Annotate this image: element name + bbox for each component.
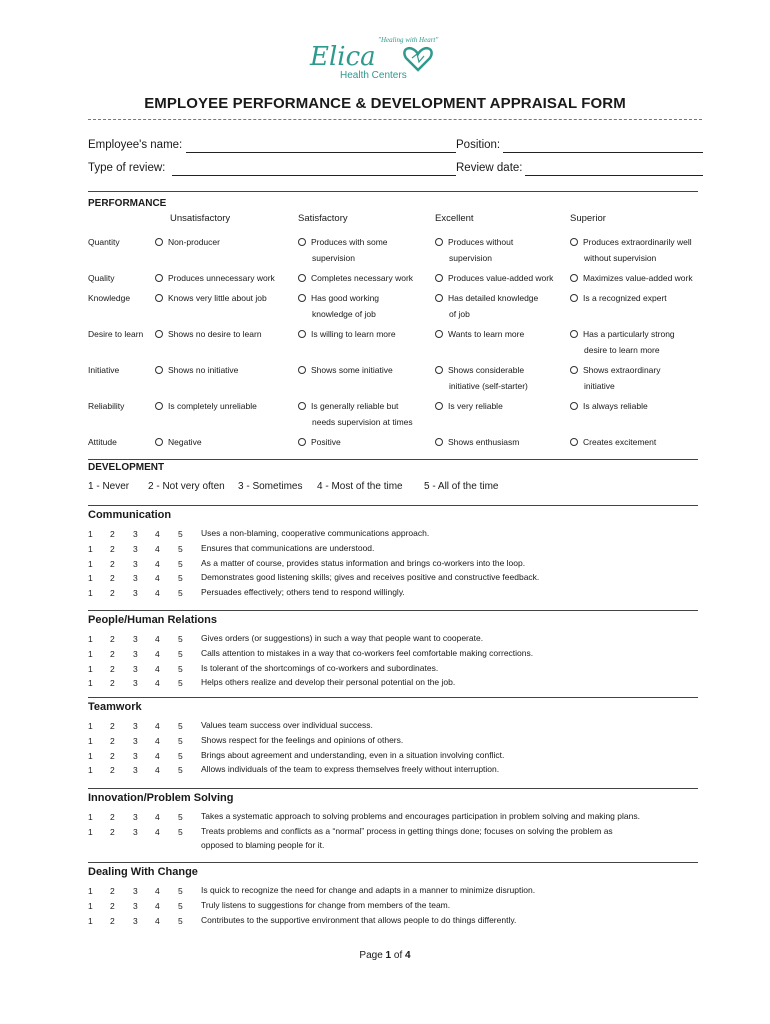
- rating-number[interactable]: 4: [155, 765, 160, 776]
- development-statement: [201, 809, 701, 824]
- rating-option[interactable]: [570, 398, 648, 414]
- radio-circle-icon[interactable]: [435, 274, 443, 282]
- radio-circle-icon[interactable]: [298, 330, 306, 338]
- development-statement: [201, 733, 701, 748]
- rating-number[interactable]: 2: [110, 634, 115, 644]
- radio-circle-icon[interactable]: [298, 238, 306, 246]
- rating-option[interactable]: [298, 434, 341, 450]
- rating-number[interactable]: 2: [110, 588, 115, 599]
- rating-number[interactable]: 1: [88, 648, 93, 659]
- development-section-title: Dealing With Change: [88, 866, 198, 878]
- rating-number[interactable]: 2: [110, 529, 115, 539]
- rating-number[interactable]: 2: [110, 721, 115, 731]
- rating-number[interactable]: 3: [133, 634, 138, 644]
- rating-option-text: Is generally reliable but: [311, 401, 399, 411]
- radio-circle-icon[interactable]: [298, 294, 306, 302]
- logo-tagline: "Healing with Heart": [378, 36, 439, 44]
- rating-option-text: initiative (self-starter): [449, 381, 528, 391]
- rating-number[interactable]: 2: [110, 648, 115, 659]
- radio-circle-icon[interactable]: [298, 402, 306, 410]
- rating-number[interactable]: 5: [178, 588, 183, 599]
- rating-number[interactable]: 3: [133, 558, 138, 569]
- development-divider: [88, 459, 698, 460]
- rating-option[interactable]: [570, 362, 660, 394]
- rating-number[interactable]: 2: [110, 663, 115, 674]
- rating-number[interactable]: 2: [110, 812, 115, 822]
- rating-number[interactable]: 2: [110, 915, 115, 926]
- rating-option-text: Produces with some: [311, 237, 388, 247]
- rating-number[interactable]: 1: [88, 663, 93, 674]
- review-date-label: Review date:: [456, 162, 523, 174]
- rating-number[interactable]: 1: [88, 529, 93, 539]
- rating-number[interactable]: 3: [133, 765, 138, 776]
- performance-row-label: Desire to learn: [88, 329, 144, 339]
- rating-number[interactable]: 3: [133, 588, 138, 599]
- radio-circle-icon[interactable]: [570, 294, 578, 302]
- statement-line: Takes a systematic approach to solving problems and encourages participation in problem solving and making plans.: [201, 811, 640, 821]
- development-statement: [201, 585, 701, 600]
- rating-number[interactable]: 4: [155, 812, 160, 822]
- development-statement: [201, 913, 701, 928]
- statement-line: Gives orders (or suggestions) in such a way that people want to cooperate.: [201, 633, 484, 643]
- rating-option-text: Shows some initiative: [311, 365, 393, 375]
- section-divider: [88, 610, 698, 611]
- rating-number[interactable]: 3: [133, 812, 138, 822]
- col-superior: Superior: [570, 213, 606, 224]
- rating-option-text: Knows very little about job: [168, 293, 267, 303]
- statement-line: Values team success over individual success.: [201, 720, 373, 730]
- rating-number[interactable]: 1: [88, 588, 93, 599]
- rating-number[interactable]: 1: [88, 765, 93, 776]
- rating-option-text: desire to learn more: [584, 345, 660, 355]
- scale-all-of-the-time: 5 - All of the time: [424, 481, 499, 492]
- rating-option-text: Has detailed knowledge: [448, 293, 539, 303]
- rating-number[interactable]: 1: [88, 573, 93, 584]
- rating-number[interactable]: 1: [88, 915, 93, 926]
- rating-option[interactable]: [570, 434, 656, 450]
- radio-circle-icon[interactable]: [435, 294, 443, 302]
- rating-option[interactable]: [435, 326, 524, 342]
- development-section-title: Innovation/Problem Solving: [88, 792, 234, 804]
- development-statement: [201, 570, 701, 585]
- rating-number[interactable]: 5: [178, 765, 183, 776]
- rating-number[interactable]: 3: [133, 573, 138, 584]
- rating-number[interactable]: 2: [110, 900, 115, 911]
- rating-option-text: Maximizes value-added work: [583, 273, 693, 283]
- performance-row-label: Quality: [88, 273, 115, 283]
- rating-option[interactable]: [570, 326, 675, 358]
- rating-number[interactable]: 5: [178, 812, 183, 822]
- development-statement: [201, 748, 701, 763]
- development-statement: [201, 526, 701, 541]
- rating-number[interactable]: 4: [155, 735, 160, 746]
- rating-option-text: Produces value-added work: [448, 273, 554, 283]
- performance-row-label: Initiative: [88, 365, 120, 375]
- development-statement: [201, 556, 701, 571]
- logo-subtitle: Health Centers: [340, 70, 407, 81]
- radio-circle-icon[interactable]: [298, 438, 306, 446]
- development-section-label: DEVELOPMENT: [88, 462, 165, 473]
- rating-option[interactable]: [155, 270, 275, 286]
- rating-option-text: Shows considerable: [448, 365, 525, 375]
- rating-number[interactable]: 5: [178, 648, 183, 659]
- rating-number[interactable]: 4: [155, 543, 160, 554]
- rating-number[interactable]: 1: [88, 678, 93, 689]
- rating-option-text: Shows extraordinary: [583, 365, 661, 375]
- rating-option-text: Is very reliable: [448, 401, 503, 411]
- scale-never: 1 - Never: [88, 481, 130, 492]
- rating-option-text: Is always reliable: [583, 401, 648, 411]
- statement-line: Contributes to the supportive environment that allows people to do things differently.: [201, 914, 517, 925]
- rating-option-text: of job: [449, 309, 470, 319]
- rating-number[interactable]: 5: [178, 886, 183, 896]
- logo-script-name: Elica: [310, 42, 376, 72]
- development-section-title: Communication: [88, 509, 172, 521]
- radio-circle-icon[interactable]: [570, 402, 578, 410]
- rating-number[interactable]: 1: [88, 750, 93, 761]
- rating-option[interactable]: [298, 270, 413, 286]
- col-unsatisfactory: Unsatisfactory: [170, 213, 231, 224]
- rating-number[interactable]: 2: [110, 543, 115, 554]
- rating-option-text: Non-producer: [168, 237, 220, 247]
- rating-option-text: Produces unnecessary work: [168, 273, 275, 283]
- rating-number[interactable]: 4: [155, 529, 160, 539]
- development-statement: [201, 762, 701, 777]
- rating-number[interactable]: 5: [178, 678, 183, 689]
- rating-option[interactable]: [435, 270, 553, 286]
- statement-line: Helps others realize and develop their personal potential on the job.: [201, 677, 456, 688]
- rating-option[interactable]: [155, 290, 267, 306]
- statement-line: Calls attention to mistakes in a way that co-workers feel comfortable making corrections.: [201, 647, 534, 658]
- radio-circle-icon[interactable]: [298, 274, 306, 282]
- rating-number[interactable]: 5: [178, 735, 183, 746]
- rating-option[interactable]: [155, 398, 257, 414]
- radio-circle-icon[interactable]: [435, 238, 443, 246]
- development-section-title: Teamwork: [88, 701, 142, 713]
- development-statement: [201, 661, 701, 676]
- rating-option[interactable]: [435, 290, 538, 322]
- statement-line: Treats problems and conflicts as a “normal” process in getting things done; focuses on solving the problem as: [201, 825, 613, 836]
- rating-number[interactable]: 5: [178, 826, 183, 837]
- rating-number[interactable]: 4: [155, 558, 160, 569]
- rating-option[interactable]: [570, 270, 693, 286]
- rating-number[interactable]: 5: [178, 634, 183, 644]
- rating-number[interactable]: 4: [155, 826, 160, 837]
- rating-number[interactable]: 3: [133, 543, 138, 554]
- rating-option-text: Shows no initiative: [168, 365, 239, 375]
- footer-page-total: 4: [405, 950, 411, 961]
- statement-line: Brings about agreement and understanding, even in a situation involving conflict.: [201, 749, 505, 760]
- rating-number[interactable]: 5: [178, 558, 183, 569]
- rating-option-text: Produces extraordinarily well: [583, 237, 692, 247]
- radio-circle-icon[interactable]: [570, 438, 578, 446]
- footer-page-word: Page: [359, 950, 383, 961]
- rating-number[interactable]: 3: [133, 750, 138, 761]
- radio-circle-icon[interactable]: [155, 274, 163, 282]
- development-statement: [201, 883, 701, 898]
- statement-line: opposed to blaming people for it.: [201, 840, 325, 851]
- rating-option-text: without supervision: [584, 253, 657, 263]
- rating-option-text: Is completely unreliable: [168, 401, 257, 411]
- rating-number[interactable]: 1: [88, 634, 93, 644]
- statement-line: Persuades effectively; others tend to respond willingly.: [201, 587, 405, 598]
- rating-option[interactable]: [155, 234, 220, 250]
- elica-logo: [300, 32, 450, 87]
- rating-number[interactable]: 4: [155, 678, 160, 689]
- radio-circle-icon[interactable]: [570, 366, 578, 374]
- radio-circle-icon[interactable]: [570, 238, 578, 246]
- rating-number[interactable]: 1: [88, 558, 93, 569]
- form-title: EMPLOYEE PERFORMANCE & DEVELOPMENT APPRAISAL FORM: [144, 95, 626, 112]
- rating-option[interactable]: [570, 234, 692, 266]
- rating-number[interactable]: 3: [133, 721, 138, 731]
- statement-line: Shows respect for the feelings and opinions of others.: [201, 734, 404, 745]
- rating-option[interactable]: [570, 290, 667, 306]
- radio-circle-icon[interactable]: [155, 366, 163, 374]
- review-date-field[interactable]: [525, 175, 703, 176]
- performance-row-label: Attitude: [88, 437, 117, 447]
- rating-option-text: Completes necessary work: [311, 273, 414, 283]
- rating-number[interactable]: 2: [110, 750, 115, 761]
- rating-number[interactable]: 5: [178, 900, 183, 911]
- radio-circle-icon[interactable]: [570, 330, 578, 338]
- title-divider: [88, 119, 702, 120]
- rating-option-text: supervision: [449, 253, 492, 263]
- rating-option[interactable]: [298, 398, 413, 430]
- rating-option[interactable]: [298, 234, 388, 266]
- scale-not-very-often: 2 - Not very often: [148, 481, 225, 492]
- rating-option[interactable]: [155, 434, 202, 450]
- type-of-review-field[interactable]: [172, 175, 456, 176]
- performance-row-label: Reliability: [88, 401, 125, 411]
- rating-option-text: Negative: [168, 437, 202, 447]
- rating-number[interactable]: 3: [133, 735, 138, 746]
- type-of-review-label: Type of review:: [88, 162, 166, 174]
- employee-name-label: Employee's name:: [88, 139, 183, 151]
- rating-option-text: Produces without: [448, 237, 514, 247]
- performance-row-label: Quantity: [88, 237, 120, 247]
- rating-number[interactable]: 4: [155, 915, 160, 926]
- rating-number[interactable]: 3: [133, 886, 138, 896]
- rating-number[interactable]: 1: [88, 812, 93, 822]
- section-divider: [88, 862, 698, 863]
- rating-option-text: Shows enthusiasm: [448, 437, 520, 447]
- radio-circle-icon[interactable]: [155, 330, 163, 338]
- scale-most-of-the-time: 4 - Most of the time: [317, 481, 403, 492]
- rating-option[interactable]: [298, 326, 396, 342]
- col-excellent: Excellent: [435, 213, 474, 224]
- radio-circle-icon[interactable]: [435, 402, 443, 410]
- development-section-title: People/Human Relations: [88, 614, 217, 626]
- rating-number[interactable]: 5: [178, 721, 183, 731]
- radio-circle-icon[interactable]: [155, 238, 163, 246]
- development-statement: [201, 898, 701, 913]
- statement-line: Allows individuals of the team to express themselves freely without interruption.: [201, 764, 500, 775]
- performance-row-label: Knowledge: [88, 293, 131, 303]
- rating-number[interactable]: 3: [133, 900, 138, 911]
- rating-number[interactable]: 1: [88, 886, 93, 896]
- rating-number[interactable]: 4: [155, 663, 160, 674]
- footer-page-num: 1: [385, 950, 392, 961]
- rating-number[interactable]: 4: [155, 588, 160, 599]
- rating-option[interactable]: [155, 326, 262, 342]
- rating-option-text: Is a recognized expert: [583, 293, 667, 303]
- development-statement: [201, 824, 701, 853]
- rating-number[interactable]: 2: [110, 765, 115, 776]
- rating-number[interactable]: 4: [155, 750, 160, 761]
- rating-number[interactable]: 5: [178, 750, 183, 761]
- statement-line: As a matter of course, provides status information and brings co-workers into the loop.: [201, 557, 526, 568]
- page-footer: [0, 950, 770, 961]
- development-statement: [201, 675, 701, 690]
- development-statement: [201, 631, 701, 646]
- rating-option-text: Creates excitement: [583, 437, 657, 447]
- col-satisfactory: Satisfactory: [298, 213, 348, 224]
- rating-number[interactable]: 4: [155, 648, 160, 659]
- rating-number[interactable]: 4: [155, 721, 160, 731]
- position-field[interactable]: [503, 152, 703, 153]
- radio-circle-icon[interactable]: [155, 402, 163, 410]
- rating-number[interactable]: 3: [133, 678, 138, 689]
- rating-number[interactable]: 5: [178, 529, 183, 539]
- rating-number[interactable]: 2: [110, 826, 115, 837]
- rating-option[interactable]: [298, 362, 393, 378]
- rating-number[interactable]: 4: [155, 886, 160, 896]
- performance-section-label: PERFORMANCE: [88, 198, 167, 209]
- rating-number[interactable]: 2: [110, 558, 115, 569]
- radio-circle-icon[interactable]: [570, 274, 578, 282]
- development-statement: [201, 646, 701, 661]
- rating-option[interactable]: [435, 234, 513, 266]
- rating-number[interactable]: 3: [133, 915, 138, 926]
- radio-circle-icon[interactable]: [155, 294, 163, 302]
- rating-number[interactable]: 4: [155, 634, 160, 644]
- rating-option[interactable]: [155, 362, 238, 378]
- statement-line: Demonstrates good listening skills; gives and receives positive and constructive feedback.: [201, 572, 540, 583]
- rating-option-text: Wants to learn more: [448, 329, 525, 339]
- rating-number[interactable]: 1: [88, 721, 93, 731]
- rating-number[interactable]: 3: [133, 648, 138, 659]
- rating-number[interactable]: 5: [178, 543, 183, 554]
- rating-number[interactable]: 3: [133, 529, 138, 539]
- rating-number[interactable]: 1: [88, 900, 93, 911]
- rating-number[interactable]: 3: [133, 826, 138, 837]
- statement-line: Is quick to recognize the need for change and adapts in a manner to minimize disruption.: [201, 885, 536, 895]
- rating-number[interactable]: 1: [88, 735, 93, 746]
- rating-option-text: supervision: [312, 253, 355, 263]
- section-divider: [88, 697, 698, 698]
- employee-name-field[interactable]: [186, 152, 456, 153]
- statement-line: Truly listens to suggestions for change from members of the team.: [201, 899, 451, 910]
- performance-divider: [88, 191, 698, 192]
- rating-number[interactable]: 2: [110, 678, 115, 689]
- rating-option-text: Positive: [311, 437, 341, 447]
- radio-circle-icon[interactable]: [298, 366, 306, 374]
- rating-option-text: Has a particularly strong: [583, 329, 675, 339]
- rating-option-text: Is willing to learn more: [311, 329, 396, 339]
- rating-number[interactable]: 4: [155, 900, 160, 911]
- rating-number[interactable]: 2: [110, 573, 115, 584]
- statement-line: Uses a non-blaming, cooperative communications approach.: [201, 528, 430, 538]
- rating-number[interactable]: 1: [88, 826, 93, 837]
- radio-circle-icon[interactable]: [435, 438, 443, 446]
- rating-number[interactable]: 1: [88, 543, 93, 554]
- position-label: Position:: [456, 139, 501, 151]
- rating-option[interactable]: [298, 290, 379, 322]
- radio-circle-icon[interactable]: [435, 330, 443, 338]
- radio-circle-icon[interactable]: [155, 438, 163, 446]
- rating-option[interactable]: [435, 362, 528, 394]
- statement-line: Ensures that communications are understood.: [201, 542, 375, 553]
- rating-number[interactable]: 4: [155, 573, 160, 584]
- rating-option-text: Shows no desire to learn: [168, 329, 262, 339]
- rating-number[interactable]: 5: [178, 663, 183, 674]
- development-statement: [201, 541, 701, 556]
- rating-number[interactable]: 2: [110, 886, 115, 896]
- rating-option-text: needs supervision at times: [312, 417, 413, 427]
- rating-option-text: knowledge of job: [312, 309, 376, 319]
- statement-line: Is tolerant of the shortcomings of co-workers and subordinates.: [201, 662, 439, 673]
- rating-option-text: initiative: [584, 381, 615, 391]
- section-divider: [88, 505, 698, 506]
- rating-option[interactable]: [435, 398, 503, 414]
- footer-of-word: of: [393, 950, 403, 961]
- rating-number[interactable]: 3: [133, 663, 138, 674]
- rating-option-text: Has good working: [311, 293, 380, 303]
- scale-sometimes: 3 - Sometimes: [238, 481, 303, 492]
- rating-number[interactable]: 5: [178, 915, 183, 926]
- rating-number[interactable]: 2: [110, 735, 115, 746]
- radio-circle-icon[interactable]: [435, 366, 443, 374]
- rating-number[interactable]: 5: [178, 573, 183, 584]
- rating-option[interactable]: [435, 434, 519, 450]
- section-divider: [88, 788, 698, 789]
- development-statement: [201, 718, 701, 733]
